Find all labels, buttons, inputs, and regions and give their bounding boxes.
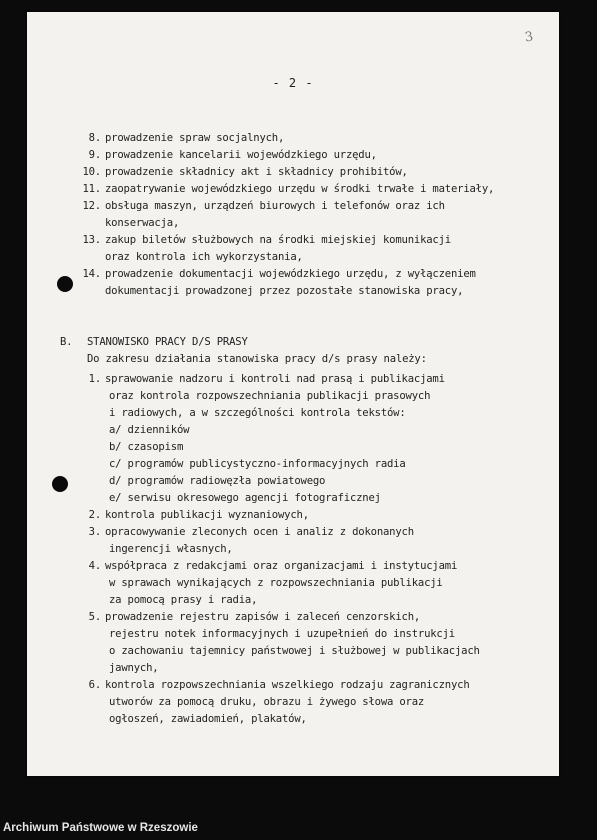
list-b-item: 6. kontrola rozpowszechniania wszelkiego rodzaju zagranicznych <box>88 679 470 691</box>
pencil-page-mark: 3 <box>523 29 535 46</box>
list-a-item-continuation: oraz kontrola ich wykorzystania, <box>105 251 303 263</box>
list-a-item: 11. zaopatrywanie wojewódzkiego urzędu w środki trwałe i materiały, <box>82 183 495 195</box>
section-b-title: STANOWISKO PRACY D/S PRASY <box>87 336 248 348</box>
list-b-item: 3. opracowywanie zleconych ocen i analiz z dokonanych <box>88 526 414 538</box>
punch-hole-top <box>57 276 73 292</box>
list-a-item: 12. obsługa maszyn, urządzeń biurowych i telefonów oraz ich <box>82 200 445 212</box>
list-b-item: 2. kontrola publikacji wyznaniowych, <box>88 509 309 521</box>
sub-item: e/ serwisu okresowego agencji fotograficznej <box>109 492 381 504</box>
list-a-item-continuation: dokumentacji prowadzonej przez pozostałe stanowiska pracy, <box>105 285 464 297</box>
sub-item: b/ czasopism <box>109 441 184 453</box>
section-b-letter: B. <box>60 336 73 348</box>
sub-item: d/ programów radiowęzła powiatowego <box>109 475 326 487</box>
list-a-item: 10. prowadzenie składnicy akt i składnicy prohibitów, <box>82 166 408 178</box>
list-a-item: 13. zakup biletów służbowych na środki miejskiej komunikacji <box>82 234 451 246</box>
list-a-item: 8. prowadzenie spraw socjalnych, <box>88 132 285 144</box>
list-b-item-continuation: rejestru notek informacyjnych i uzupełnień do instrukcji <box>109 628 455 640</box>
sub-item: c/ programów publicystyczno-informacyjnych radia <box>109 458 406 470</box>
list-b-item-continuation: jawnych, <box>109 662 159 674</box>
list-b-item-continuation: o zachowaniu tajemnicy państwowej i służbowej w publikacjach <box>109 645 480 657</box>
section-b-intro: Do zakresu działania stanowiska pracy d/s prasy należy: <box>87 353 427 365</box>
list-b-item-continuation: oraz kontrola rozpowszechniania publikacji prasowych <box>109 390 431 402</box>
list-b-item-continuation: utworów za pomocą druku, obrazu i żywego słowa oraz <box>109 696 425 708</box>
archive-footer: Archiwum Państwowe w Rzeszowie <box>3 822 198 834</box>
list-b-item-continuation: i radiowych, a w szczególności kontrola tekstów: <box>109 407 406 419</box>
list-b-item-continuation: w sprawach wynikających z rozpowszechniania publikacji <box>109 577 443 589</box>
list-a-item: 9. prowadzenie kancelarii wojewódzkiego urzędu, <box>88 149 377 161</box>
list-b-item: 4. współpraca z redakcjami oraz organizacjami i instytucjami <box>88 560 458 572</box>
list-b-item-continuation: za pomocą prasy i radia, <box>109 594 258 606</box>
list-b-item: 5. prowadzenie rejestru zapisów i zaleceń cenzorskich, <box>88 611 421 623</box>
punch-hole-bottom <box>52 476 68 492</box>
sub-item: a/ dzienników <box>109 424 190 436</box>
list-a-item-continuation: konserwacja, <box>105 217 180 229</box>
list-b-item: 1. sprawowanie nadzoru i kontroli nad prasą i publikacjami <box>88 373 445 385</box>
list-b-item-continuation: ingerencji własnych, <box>109 543 233 555</box>
page-number: - 2 - <box>272 76 314 90</box>
list-b-item-continuation: ogłoszeń, zawiadomień, plakatów, <box>109 713 307 725</box>
list-a-item: 14. prowadzenie dokumentacji wojewódzkiego urzędu, z wyłączeniem <box>82 268 476 280</box>
document-page <box>27 12 559 776</box>
